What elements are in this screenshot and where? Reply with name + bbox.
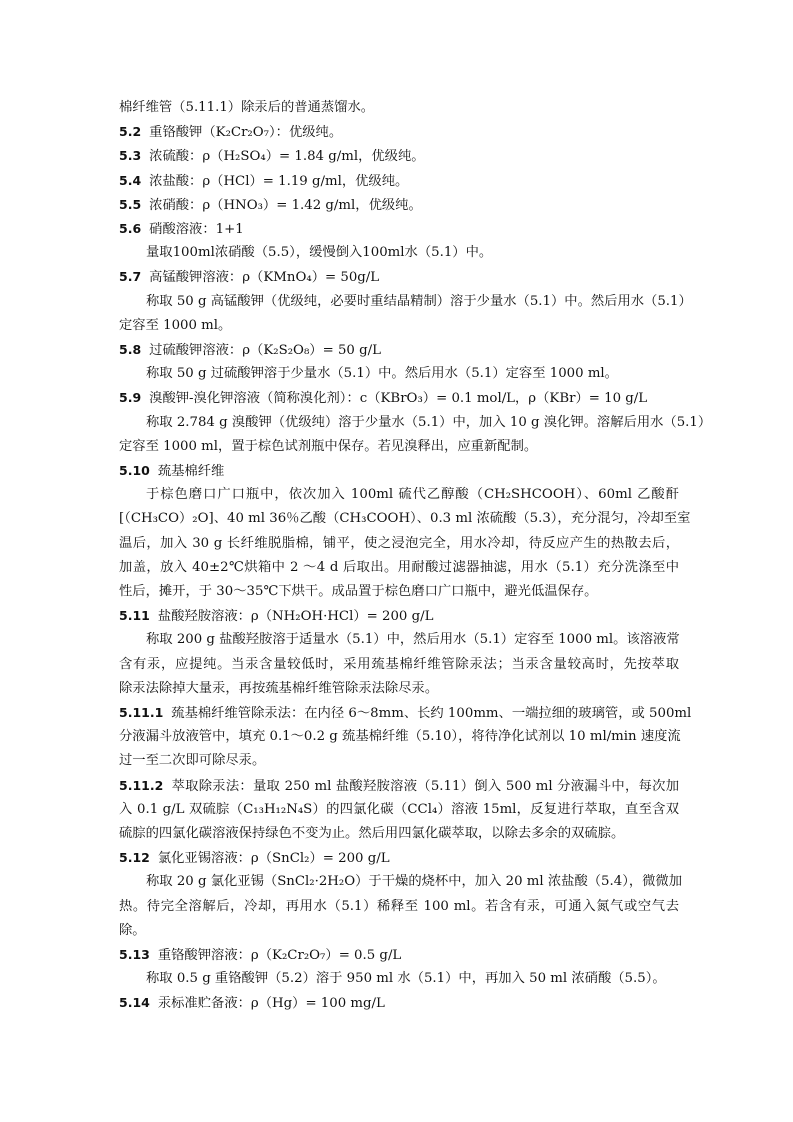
- section-number: 5.2: [119, 124, 142, 140]
- text-line: [119, 316, 679, 336]
- line-text: 性后，摊开，于 30～35℃下烘干。成品置于棕色磨口广口瓶中，避光低温保存。: [119, 584, 598, 599]
- line-text: 硝酸溶液：1+1: [149, 222, 244, 237]
- section-number: 5.14: [119, 995, 150, 1011]
- section-line: [119, 122, 679, 142]
- text-line: [119, 921, 679, 941]
- line-text: 浓硝酸：ρ（HNO₃）= 1.42 g/ml，优级纯。: [149, 197, 422, 213]
- section-number: 5.5: [119, 196, 142, 212]
- line-text: 重铬酸钾（K₂Cr₂O₇）：优级纯。: [149, 125, 343, 141]
- text-line: [146, 364, 679, 384]
- text-line: [119, 897, 679, 917]
- text-line: [119, 679, 679, 699]
- text-line: [146, 969, 679, 989]
- line-text: 称取 0.5 g 重铬酸钾（5.2）溶于 950 ml 水（5.1）中，再加入 50 ml 浓硝酸（5.5）。: [146, 971, 666, 987]
- section-line: [119, 848, 679, 868]
- line-text: 定容至 1000 ml。: [119, 317, 232, 333]
- text-line: [119, 437, 679, 457]
- line-text: 称取 200 g 盐酸羟胺溶于适量水（5.1）中，然后用水（5.1）定容至 1000 ml。该溶液常: [146, 632, 680, 648]
- section-line: [119, 993, 679, 1013]
- line-text: 称取 50 g 高锰酸钾（优级纯，必要时重结晶精制）溶于少量水（5.1）中。然后用水（5.1）: [146, 293, 692, 309]
- section-line: [119, 340, 679, 360]
- line-text: 汞标准贮备液：ρ（Hg）= 100 mg/L: [157, 996, 385, 1012]
- line-text: 萃取除汞法：量取 250 ml 盐酸羟胺溶液（5.11）倒入 500 ml 分液漏斗中，每次加: [171, 778, 679, 794]
- section-number: 5.13: [119, 947, 150, 962]
- text-line: [119, 727, 679, 747]
- line-text: 称取 20 g 氯化亚锡（SnCl₂·2H₂O）于干燥的烧杯中，加入 20 ml 浓盐酸（5.4），微微加: [146, 874, 683, 890]
- line-text: 硫腙的四氯化碳溶液保持绿色不变为止。然后用四氯化碳萃取，以除去多余的双硫腙。: [119, 826, 625, 841]
- line-text: 称取 2.784 g 溴酸钾（优级纯）溶于少量水（5.1）中，加入 10 g 溴化钾。溶解后用水（5.1）: [146, 414, 712, 430]
- line-text: 于棕色磨口广口瓶中，依次加入 100ml 硫代乙醇酸（CH₂SHCOOH）、60ml 乙酸酐: [146, 487, 679, 503]
- line-text: 加盖，放入 40±2℃烘箱中 2 ～4 d 后取出。用耐酸过滤器抽滤，用水（5.1）充分洗涤至中: [119, 559, 679, 575]
- section-number: 5.6: [119, 221, 142, 236]
- line-text: 浓硫酸：ρ（H₂SO₄）= 1.84 g/ml，优级纯。: [149, 149, 425, 165]
- section-line: [119, 267, 679, 287]
- section-number: 5.11: [119, 608, 150, 624]
- line-text: 分液漏斗放液管中，填充 0.1～0.2 g 巯基棉纤维（5.10），将待净化试剂以 10 ml/min 速度流: [119, 729, 681, 745]
- text-line: [119, 655, 679, 675]
- section-number: 5.3: [119, 148, 142, 164]
- line-text: 巯基棉纤维: [157, 464, 225, 479]
- section-line: [119, 388, 679, 408]
- text-line: [119, 582, 679, 602]
- section-line: [119, 606, 679, 626]
- line-text: 定容至 1000 ml，置于棕色试剂瓶中保存。若见溴释出，应重新配制。: [119, 438, 538, 454]
- text-line: [119, 800, 679, 820]
- line-text: 溴酸钾-溴化钾溶液（简称溴化剂）：c（KBrO₃）= 0.1 mol/L，ρ（KBr）= 10 g/L: [149, 391, 648, 407]
- line-text: 高锰酸钾溶液：ρ（KMnO₄）= 50g/L: [149, 270, 380, 286]
- section-line: [119, 195, 679, 215]
- text-line: [146, 630, 679, 650]
- line-text: 巯基棉纤维管除汞法：在内径 6～8mm、长约 100mm、一端拉细的玻璃管，或 500ml: [171, 706, 692, 721]
- line-text: 称取 50 g 过硫酸钾溶于少量水（5.1）中。然后用水（5.1）定容至 1000 ml。: [146, 366, 618, 382]
- section-number: 5.10: [119, 463, 150, 478]
- text-line: [146, 292, 692, 312]
- section-number: 5.11.1: [119, 705, 164, 720]
- text-line: [146, 413, 712, 433]
- line-text: 温后，加入 30 g 长纤维脱脂棉，铺平，使之浸泡完全，用水冷却，待反应产生的热散去后，: [119, 535, 679, 551]
- line-text: 重铬酸钾溶液：ρ（K₂Cr₂O₇）= 0.5 g/L: [157, 948, 402, 963]
- line-text: 盐酸羟胺溶液：ρ（NH₂OH·HCl）= 200 g/L: [157, 609, 434, 625]
- line-text: 除汞法除掉大量汞，再按巯基棉纤维管除汞法除尽汞。: [119, 680, 439, 696]
- line-text: 氯化亚锡溶液：ρ（SnCl₂）= 200 g/L: [157, 851, 390, 867]
- text-line: [146, 485, 679, 505]
- text-line: [146, 872, 683, 892]
- section-line: [119, 776, 679, 796]
- section-number: 5.4: [119, 172, 142, 188]
- text-line: [146, 243, 679, 263]
- line-text: 除。: [119, 922, 146, 938]
- line-text: 浓盐酸：ρ（HCl）= 1.19 g/ml，优级纯。: [149, 173, 409, 189]
- text-line: [119, 534, 679, 554]
- text-line: [119, 98, 679, 118]
- line-text: 热。待完全溶解后，冷却，再用水（5.1）稀释至 100 ml。若含有汞，可通入氮气或空气去: [119, 898, 679, 914]
- text-line: [119, 751, 679, 771]
- section-line: [119, 945, 679, 965]
- line-text: 入 0.1 g/L 双硫腙（C₁₃H₁₂N₄S）的四氯化碳（CCl₄）溶液 15ml，反复进行萃取，直至含双: [119, 801, 679, 817]
- section-number: 5.9: [119, 390, 142, 406]
- section-number: 5.7: [119, 269, 142, 285]
- line-text: 过一至二次即可除尽汞。: [119, 753, 266, 769]
- text-line: [119, 509, 691, 529]
- text-line: [119, 558, 679, 578]
- section-number: 5.8: [119, 342, 142, 357]
- section-line: [119, 146, 679, 166]
- section-number: 5.12: [119, 850, 150, 866]
- section-number: 5.11.2: [119, 777, 164, 793]
- text-line: [119, 824, 679, 844]
- line-text: 含有汞，应提纯。当汞含量较低时，采用巯基棉纤维管除汞法；当汞含量较高时，先按萃取: [119, 656, 679, 672]
- line-text: 过硫酸钾溶液：ρ（K₂S₂O₈）= 50 g/L: [149, 343, 381, 358]
- section-line: [119, 703, 692, 723]
- section-line: [119, 461, 679, 481]
- line-text: [（CH₃CO）₂O]、40 ml 36％乙酸（CH₃COOH）、0.3 ml 浓硫酸（5.3），充分混匀，冷却至室: [119, 511, 691, 527]
- line-text: 棉纤维管（5.11.1）除汞后的普通蒸馏水。: [119, 100, 375, 115]
- section-line: [119, 171, 679, 191]
- section-line: [119, 219, 679, 239]
- line-text: 量取100ml浓硝酸（5.5），缓慢倒入100ml水（5.1）中。: [146, 245, 493, 261]
